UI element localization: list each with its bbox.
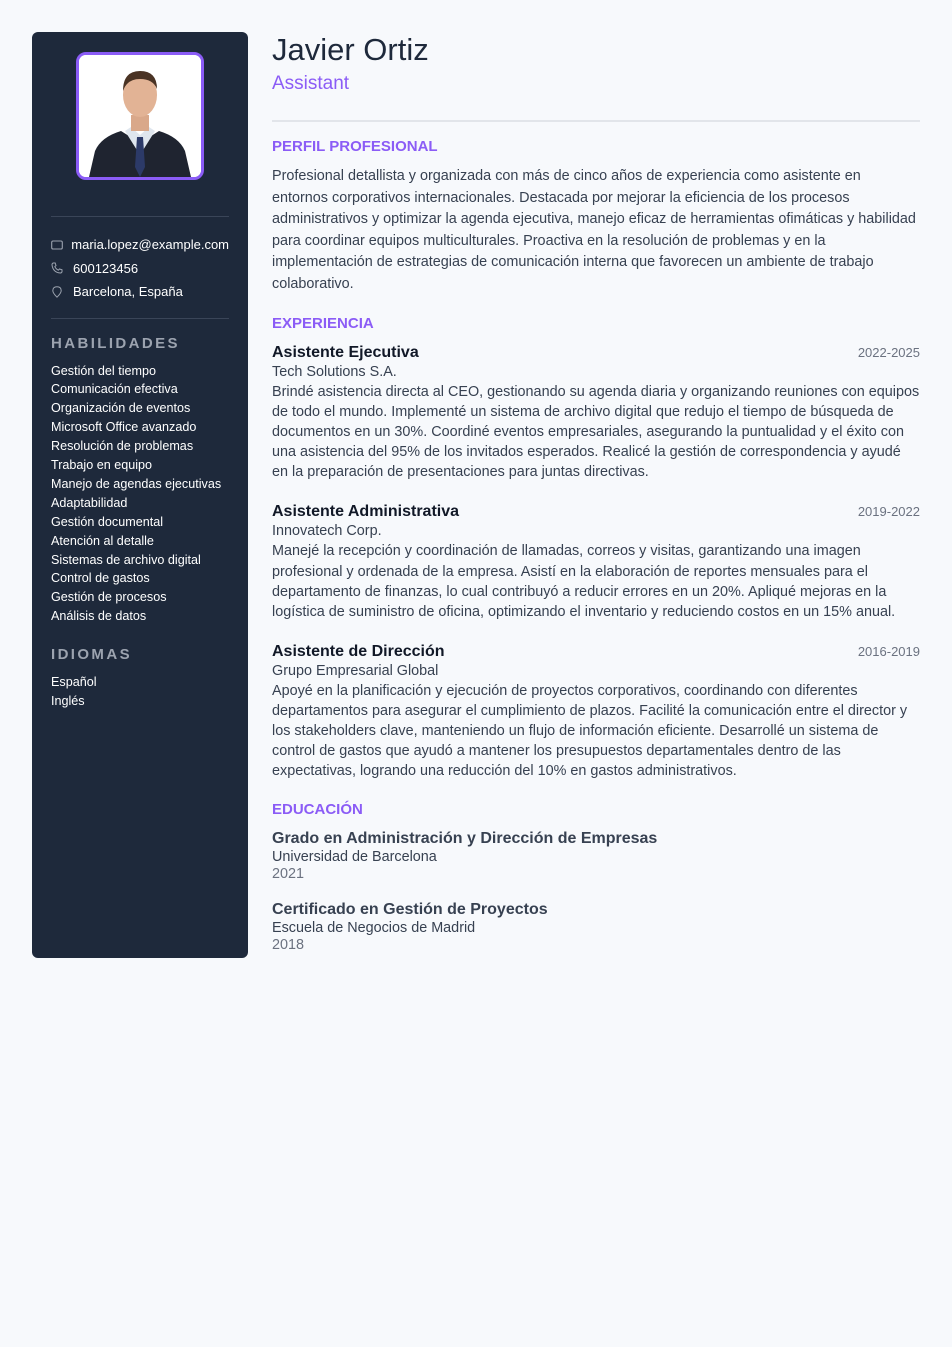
skill-item: Resolución de problemas [51, 439, 194, 454]
contact-email[interactable] [51, 233, 229, 257]
education-year: 2021 [272, 866, 305, 883]
job-dates: 2016-2019 [857, 643, 920, 659]
contact-location [51, 280, 229, 304]
education-section-title: EDUCACIÓN [272, 801, 363, 819]
skill-item: Sistemas de archivo digital [51, 552, 201, 567]
job-description: Apoyé en la planificación y ejecución de proyectos corporativos, coordinando con diferentes departamentos para asegurar el cumplimiento de plazos. Facilité la comunicación entre el director y los stakeholders clave, manteniendo un flujo de información eficiente. Desarrollé un sistema de control de gastos que ayudó a mantener los presupuestos departamentales dentro de las expectativas, logrando una reducción del 10% en gastos administrativos. [272, 682, 908, 780]
contact-list [51, 217, 229, 318]
sidebar [32, 32, 248, 958]
envelope-icon [51, 239, 71, 251]
email-text: maria.lopez@example.com [71, 237, 229, 253]
header-divider [272, 120, 920, 122]
education-degree: Grado en Administración y Dirección de Empresas [272, 830, 658, 848]
profile-photo [76, 52, 204, 180]
skill-item: Gestión del tiempo [51, 363, 157, 378]
phone-icon [51, 262, 73, 274]
education-item [272, 900, 920, 953]
job-title: Asistente Ejecutiva [272, 344, 419, 361]
experience-section-title: EXPERIENCIA [272, 315, 374, 332]
skill-item: Atención al detalle [51, 533, 154, 548]
education-school: Universidad de Barcelona [272, 849, 437, 866]
portrait-image [79, 55, 201, 177]
skill-item: Adaptabilidad [51, 495, 128, 510]
experience-item [272, 642, 920, 781]
languages-title: IDIOMAS [51, 646, 132, 664]
skills-title: HABILIDADES [51, 334, 180, 352]
language-item: Inglés [51, 694, 85, 709]
education-year: 2018 [272, 937, 305, 954]
profile-text: Profesional detallista y organizada con más de cinco años de experiencia como asistente en entornos corporativos internacionales. Destacada por mejorar la eficiencia de los procesos administrativos y optimizar la agenda ejecutiva, manejo eficaz de herramientas ofimáticas y habilidad para coordinar equipos multiculturales. Proactiva en la resolución de problemas y en la implementación de estrategias de comunicación interna que favorecen un ambiente de trabajo colaborativo. [272, 168, 916, 292]
languages-list [51, 673, 229, 711]
candidate-role: Assistant [272, 73, 350, 94]
job-dates: 2022-2025 [857, 345, 920, 360]
phone-text: 600123456 [73, 260, 139, 276]
job-title: Asistente de Dirección [272, 642, 445, 660]
job-company: Innovatech Corp. [272, 523, 382, 540]
experience-item [272, 502, 920, 621]
skill-item: Trabajo en equipo [51, 458, 153, 473]
language-item: Español [51, 675, 97, 690]
job-description: Brindé asistencia directa al CEO, gestionando su agenda diaria y organizando reuniones con equipos de todo el mundo. Implementé un sistema de archivo digital que redujo el tiempo de búsqueda de documentos en un 30%. Coordiné eventos empresariales, asegurando la puntualidad y el éxito con una asistencia del 95% de los invitados esperados. Realicé la gestión de correspondencia y ayudé en la preparación de presentaciones para juntas directivas. [272, 384, 920, 481]
education-degree: Certificado en Gestión de Proyectos [272, 901, 548, 919]
skill-item: Comunicación efectiva [51, 382, 178, 397]
skill-item: Análisis de datos [51, 609, 147, 624]
skill-item: Control de gastos [51, 571, 150, 586]
job-dates: 2019-2022 [857, 504, 920, 520]
skill-item: Gestión documental [51, 514, 164, 529]
job-description: Manejé la recepción y coordinación de llamadas, correos y visitas, garantizando una imagen profesional y ordenada de la empresa. Asistí en la elaboración de reportes mensuales para el departamento de finanzas, lo cual contribuyó a reducir errores en un 20%. Apliqué mejoras en la logística de suministro de oficina, optimizando el inventario y reduciendo costos en un 15% anual. [272, 543, 896, 620]
contact-phone[interactable] [51, 257, 229, 281]
candidate-name: Javier Ortiz [272, 32, 429, 67]
education-school: Escuela de Negocios de Madrid [272, 920, 476, 937]
experience-item [272, 343, 920, 482]
sidebar-divider [51, 318, 229, 319]
job-title: Asistente Administrativa [272, 503, 460, 521]
skill-item: Gestión de procesos [51, 590, 167, 605]
job-company: Tech Solutions S.A. [272, 364, 397, 380]
skills-list [51, 362, 229, 627]
main-content [272, 32, 920, 971]
education-item [272, 829, 920, 882]
profile-section-title: PERFIL PROFESIONAL [272, 138, 438, 155]
location-pin-icon [51, 286, 73, 298]
skill-item: Microsoft Office avanzado [51, 420, 197, 435]
location-text: Barcelona, España [73, 284, 183, 300]
job-company: Grupo Empresarial Global [272, 662, 439, 679]
skill-item: Organización de eventos [51, 401, 191, 416]
skill-item: Manejo de agendas ejecutivas [51, 476, 222, 491]
